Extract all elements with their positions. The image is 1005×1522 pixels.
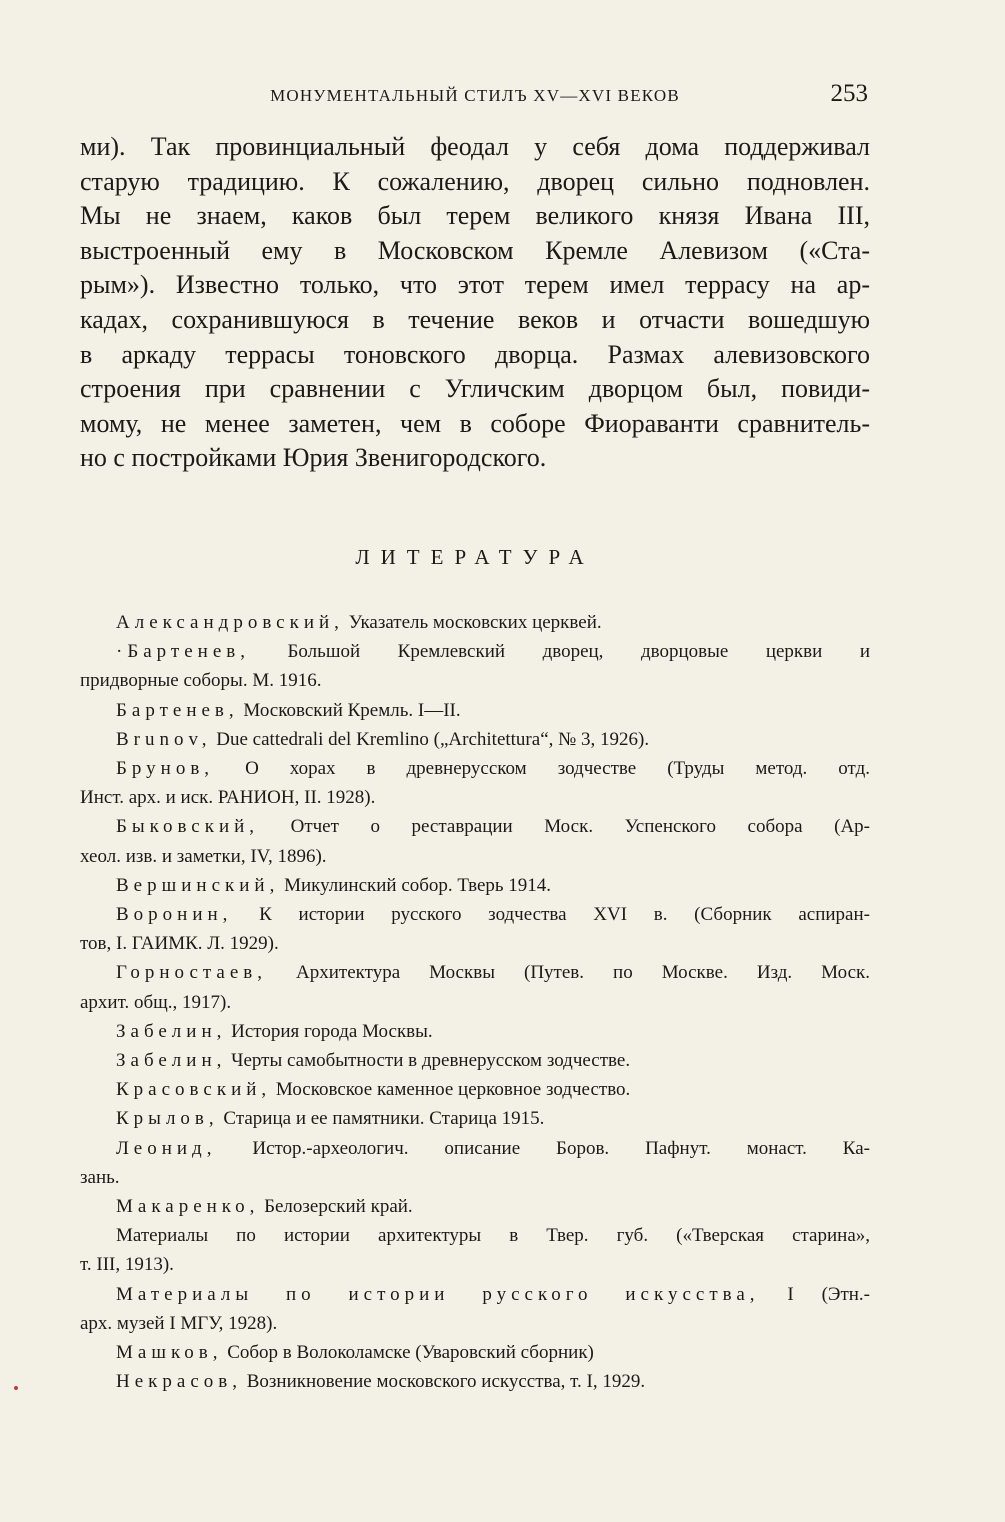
reference-text: I (Этн.- <box>759 1283 870 1305</box>
reference-entry <box>80 1280 870 1338</box>
reference-line <box>80 1104 870 1133</box>
reference-author: Забелин, <box>116 1020 227 1042</box>
reference-line <box>80 1309 870 1338</box>
reference-author: Материалы по истории русского искусства, <box>116 1283 760 1305</box>
reference-text: Собор в Волоколамске (Уваровский сборник) <box>222 1342 594 1364</box>
reference-text: Истор.-археологич. описание Боров. Пафнут. монаст. Ка- <box>216 1137 870 1159</box>
reference-text: арх. музей I МГУ, 1928). <box>80 1312 278 1334</box>
reference-entry <box>80 608 870 637</box>
reference-text: Московский Кремль. I—II. <box>238 699 461 721</box>
reference-text: тов, I. ГАИМК. Л. 1929). <box>80 933 279 955</box>
reference-text: Инст. арх. и иск. РАНИОН, II. 1928). <box>80 787 376 809</box>
reference-line <box>80 666 870 695</box>
body-line: старую традицию. К сожалению, дворец сильно подновлен. <box>80 166 870 196</box>
reference-entry <box>80 1338 870 1367</box>
reference-text: Московское каменное церковное зодчество. <box>271 1079 631 1101</box>
body-line: мому, не менее заметен, чем в соборе Фиораванти сравнитель- <box>80 408 870 438</box>
reference-author: Некрасов, <box>116 1371 242 1393</box>
reference-text: Черты самобытности в древнерусском зодчестве. <box>226 1050 631 1072</box>
reference-line <box>80 637 870 666</box>
reference-line <box>80 783 870 812</box>
reference-entry <box>80 812 870 870</box>
reference-line <box>80 842 870 871</box>
reference-author: Забелин, <box>116 1050 227 1072</box>
reference-text: Архитектура Москвы (Путев. по Москве. Изд. Моск. <box>267 962 870 984</box>
body-line: в аркаду террасы тоновского дворца. Размах алевизовского <box>80 339 870 369</box>
body-line: строения при сравнении с Угличским дворцом был, повиди- <box>80 374 870 404</box>
reference-entry <box>80 1075 870 1104</box>
reference-line <box>80 1017 870 1046</box>
reference-entry <box>80 1017 870 1046</box>
reference-text: придворные соборы. М. 1916. <box>80 670 322 692</box>
page-number: 253 <box>830 80 868 107</box>
reference-author: Красовский, <box>116 1079 272 1101</box>
reference-text: Due cattedrali del Kremlino („Architettura“, № 3, 1926). <box>211 728 650 750</box>
reference-author: Брунов, <box>116 758 215 780</box>
reference-text: Материалы по истории архитектуры в Твер. губ. («Тверская старина», <box>116 1225 870 1247</box>
reference-line <box>80 1046 870 1075</box>
reference-text: О хорах в древнерусском зодчестве (Труды метод. отд. <box>214 758 870 780</box>
reference-line <box>80 900 870 929</box>
reference-author: Brunov, <box>116 728 212 750</box>
reference-entry <box>80 1221 870 1279</box>
reference-entry <box>80 637 870 695</box>
references-list <box>80 608 870 1396</box>
reference-line <box>80 1075 870 1104</box>
reference-text: К истории русского зодчества XVI в. (Сборник аспиран- <box>232 904 870 926</box>
reference-line <box>80 1221 870 1250</box>
reference-entry <box>80 696 870 725</box>
body-line: выстроенный ему в Московском Кремле Алевизом («Ста- <box>80 235 870 265</box>
reference-author: Александровский, <box>116 612 344 633</box>
reference-text: История города Москвы. <box>226 1020 433 1042</box>
reference-author: Машков, <box>116 1342 223 1364</box>
reference-line <box>80 929 870 958</box>
reference-author: ·Бартенев, <box>116 641 250 663</box>
body-paragraph <box>80 130 870 476</box>
reference-line <box>80 696 870 725</box>
reference-line <box>80 988 870 1017</box>
reference-text: Старица и ее памятники. Старица 1915. <box>218 1108 545 1130</box>
body-line: ми). Так провинциальный феодал у себя дома поддерживал <box>80 132 870 161</box>
reference-entry <box>80 1046 870 1075</box>
reference-entry <box>80 871 870 900</box>
reference-entry <box>80 1134 870 1192</box>
reference-author: Крылов, <box>116 1108 219 1130</box>
reference-text: т. III, 1913). <box>80 1254 174 1276</box>
reference-text: хеол. изв. и заметки, IV, 1896). <box>80 845 327 867</box>
reference-entry <box>80 725 870 754</box>
reference-line <box>80 1163 870 1192</box>
body-line: но с постройками Юрия Звенигородского. <box>80 443 547 473</box>
reference-text: архит. общ., 1917). <box>80 991 232 1013</box>
body-line: кадах, сохранившуюся в течение веков и отчасти вошедшую <box>80 304 870 334</box>
reference-text: Микулинский собор. Тверь 1914. <box>279 874 552 896</box>
reference-text: зань. <box>80 1166 120 1188</box>
reference-author: Макаренко, <box>116 1196 260 1218</box>
running-head <box>80 80 870 116</box>
reference-line <box>80 812 870 841</box>
reference-entry <box>80 900 870 958</box>
reference-entry <box>80 1104 870 1133</box>
section-heading: ЛИТЕРАТУРА <box>355 545 595 569</box>
reference-line <box>80 958 870 987</box>
body-line: Мы не знаем, каков был терем великого князя Ивана III, <box>80 201 870 231</box>
reference-text: Возникновение московского искусства, т. I, 1929. <box>241 1371 646 1393</box>
reference-line <box>80 754 870 783</box>
reference-text: Отчет о реставрации Моск. Успенского собора (Ар- <box>259 816 870 838</box>
reference-line <box>80 608 870 637</box>
reference-line <box>80 1338 870 1367</box>
reference-text: Большой Кремлевский дворец, дворцовые церкви и <box>249 641 870 663</box>
reference-line <box>80 1280 870 1309</box>
reference-author: Бартенев, <box>116 699 239 721</box>
reference-author: Леонид, <box>116 1137 217 1159</box>
paper-speck <box>14 1386 18 1390</box>
reference-line <box>80 1367 870 1396</box>
reference-entry <box>80 1192 870 1221</box>
reference-line <box>80 1250 870 1279</box>
reference-author: Горностаев, <box>116 962 268 984</box>
reference-line <box>80 725 870 754</box>
reference-line <box>80 871 870 900</box>
reference-author: Воронин, <box>116 904 233 926</box>
reference-text: Указатель московских церквей. <box>343 612 602 633</box>
reference-line <box>80 1192 870 1221</box>
reference-entry <box>80 958 870 1016</box>
reference-text: Белозерский край. <box>259 1196 413 1218</box>
reference-author: Вершинский, <box>116 874 280 896</box>
reference-author: Быковский, <box>116 816 260 838</box>
running-title: МОНУМЕНТАЛЬНЫЙ СТИЛЪ XV—XVI ВЕКОВ <box>270 86 680 105</box>
reference-line <box>80 1134 870 1163</box>
body-line: рым»). Известно только, что этот терем имел террасу на ар- <box>80 270 870 300</box>
reference-entry <box>80 1367 870 1396</box>
reference-entry <box>80 754 870 812</box>
